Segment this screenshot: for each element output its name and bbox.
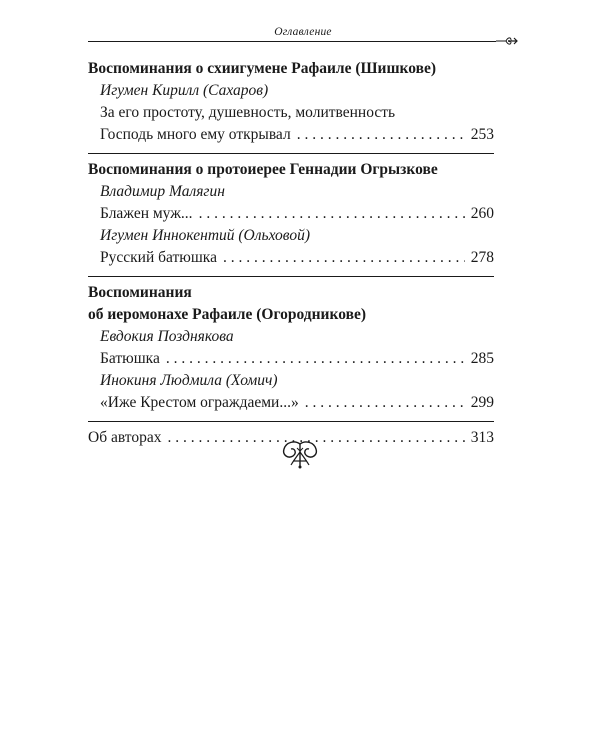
dot-leader xyxy=(199,203,465,225)
author-name: Владимир Малягин xyxy=(100,183,225,200)
author-name: Игумен Иннокентий (Ольховой) xyxy=(100,227,310,244)
entry-title: Об авторах xyxy=(88,429,162,446)
entry-title: Блажен муж... xyxy=(100,205,193,222)
toc-section xyxy=(88,276,494,414)
dot-leader xyxy=(223,247,465,269)
toc-entry[interactable] xyxy=(88,247,494,269)
author-name: Игумен Кирилл (Сахаров) xyxy=(100,82,269,99)
dot-leader xyxy=(305,392,465,414)
page-number: 285 xyxy=(470,350,494,367)
header-rule xyxy=(88,41,496,42)
table-of-contents xyxy=(88,58,494,456)
page-number: 253 xyxy=(470,126,494,143)
author-name: Евдокия Позднякова xyxy=(100,328,234,345)
fleuron-arrow-icon xyxy=(496,34,518,48)
entry-title: Господь много ему открывал xyxy=(100,126,291,143)
section-title: Воспоминания о протоиерее Геннадии Огрызкове xyxy=(88,161,438,178)
page-number: 278 xyxy=(470,249,494,266)
author-name: Инокиня Людмила (Хомич) xyxy=(100,372,278,389)
page-number: 313 xyxy=(470,429,494,446)
section-title-continued: об иеромонахе Рафаиле (Огородникове) xyxy=(88,306,366,323)
toc-section xyxy=(88,58,494,146)
dot-leader xyxy=(297,124,465,146)
toc-entry[interactable] xyxy=(88,203,494,225)
toc-entry[interactable] xyxy=(88,348,494,370)
section-title: Воспоминания xyxy=(88,284,192,301)
section-title: Воспоминания о схиигумене Рафаиле (Шишкове) xyxy=(88,60,437,77)
toc-entry[interactable] xyxy=(88,392,494,414)
entry-title: Русский батюшка xyxy=(100,249,217,266)
entry-title: Батюшка xyxy=(100,350,160,367)
toc-entry[interactable] xyxy=(88,124,494,146)
entry-title-line: За его простоту, душевность, молитвенность xyxy=(100,104,396,121)
page-number: 299 xyxy=(470,394,494,411)
page-number: 260 xyxy=(470,205,494,222)
dot-leader xyxy=(166,348,465,370)
toc-section xyxy=(88,153,494,269)
floral-fleuron-icon xyxy=(278,440,322,470)
header-title: Оглавление xyxy=(274,26,332,38)
running-header xyxy=(88,26,518,48)
entry-title: «Иже Крестом ограждаеми...» xyxy=(100,394,299,411)
